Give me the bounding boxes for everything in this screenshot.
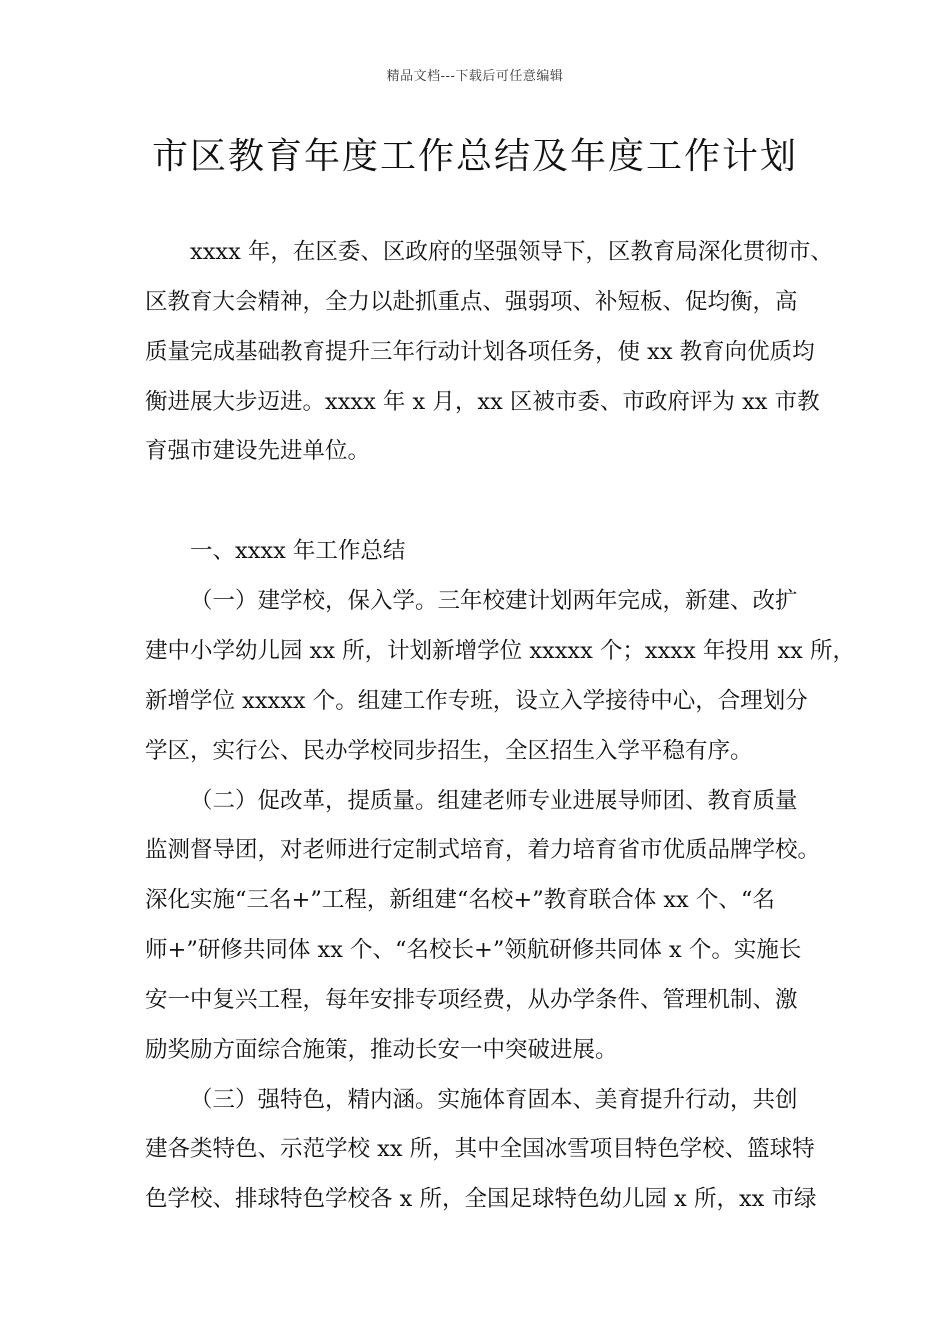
paragraph-line: 色学校、排球特色学校各 x 所，全国足球特色幼儿园 x 所，xx 市绿 xyxy=(145,1186,817,1212)
paragraph-line: 建中小学幼儿园 xx 所，计划新增学位 xxxxx 个；xxxx 年投用 xx 所， xyxy=(145,638,856,664)
paragraph-line: 深化实施“三名+”工程，新组建“名校+”教育联合体 xx 个、“名 xyxy=(145,887,775,913)
paragraph-line: 建各类特色、示范学校 xx 所，其中全国冰雪项目特色学校、篮球特 xyxy=(145,1136,815,1162)
paragraph-line: 区教育大会精神，全力以赴抓重点、强弱项、补短板、促均衡，高 xyxy=(145,289,798,315)
paragraph-line: 新增学位 xxxxx 个。组建工作专班，设立入学接待中心，合理划分 xyxy=(145,688,808,714)
paragraph-line: （一）建学校，保入学。三年校建计划两年完成，新建、改扩 xyxy=(190,588,798,614)
paragraph-line: 育强市建设先进单位。 xyxy=(145,438,371,464)
paragraph-line: 质量完成基础教育提升三年行动计划各项任务，使 xx 教育向优质均 xyxy=(145,339,815,365)
paragraph-line: 衡进展大步迈进。xxxx 年 x 月，xx 区被市委、市政府评为 xx 市教 xyxy=(145,389,820,415)
paragraph-line: 安一中复兴工程，每年安排专项经费，从办学条件、管理机制、激 xyxy=(145,987,798,1013)
paragraph-line: （三）强特色，精内涵。实施体育固本、美育提升行动，共创 xyxy=(190,1087,798,1113)
page-header: 精品文档---下载后可任意编辑 xyxy=(386,69,564,84)
paragraph-line: xxxx 年，在区委、区政府的坚强领导下，区教育局深化贯彻市、 xyxy=(190,239,833,265)
section-heading: 一、xxxx 年工作总结 xyxy=(190,538,406,564)
paragraph-line: （二）促改革，提质量。组建老师专业进展导师团、教育质量 xyxy=(190,788,798,814)
paragraph-line: 监测督导团，对老师进行定制式培育，着力培育省市优质品牌学校。 xyxy=(145,837,821,863)
paragraph-line: 学区，实行公、民办学校同步招生，全区招生入学平稳有序。 xyxy=(145,738,753,764)
paragraph-line: 师+”研修共同体 xx 个、“名校长+”领航研修共同体 x 个。实施长 xyxy=(145,937,802,963)
document-title: 市区教育年度工作总结及年度工作计划 xyxy=(151,136,798,177)
paragraph-line: 励奖励方面综合施策，推动长安一中突破进展。 xyxy=(145,1037,618,1063)
